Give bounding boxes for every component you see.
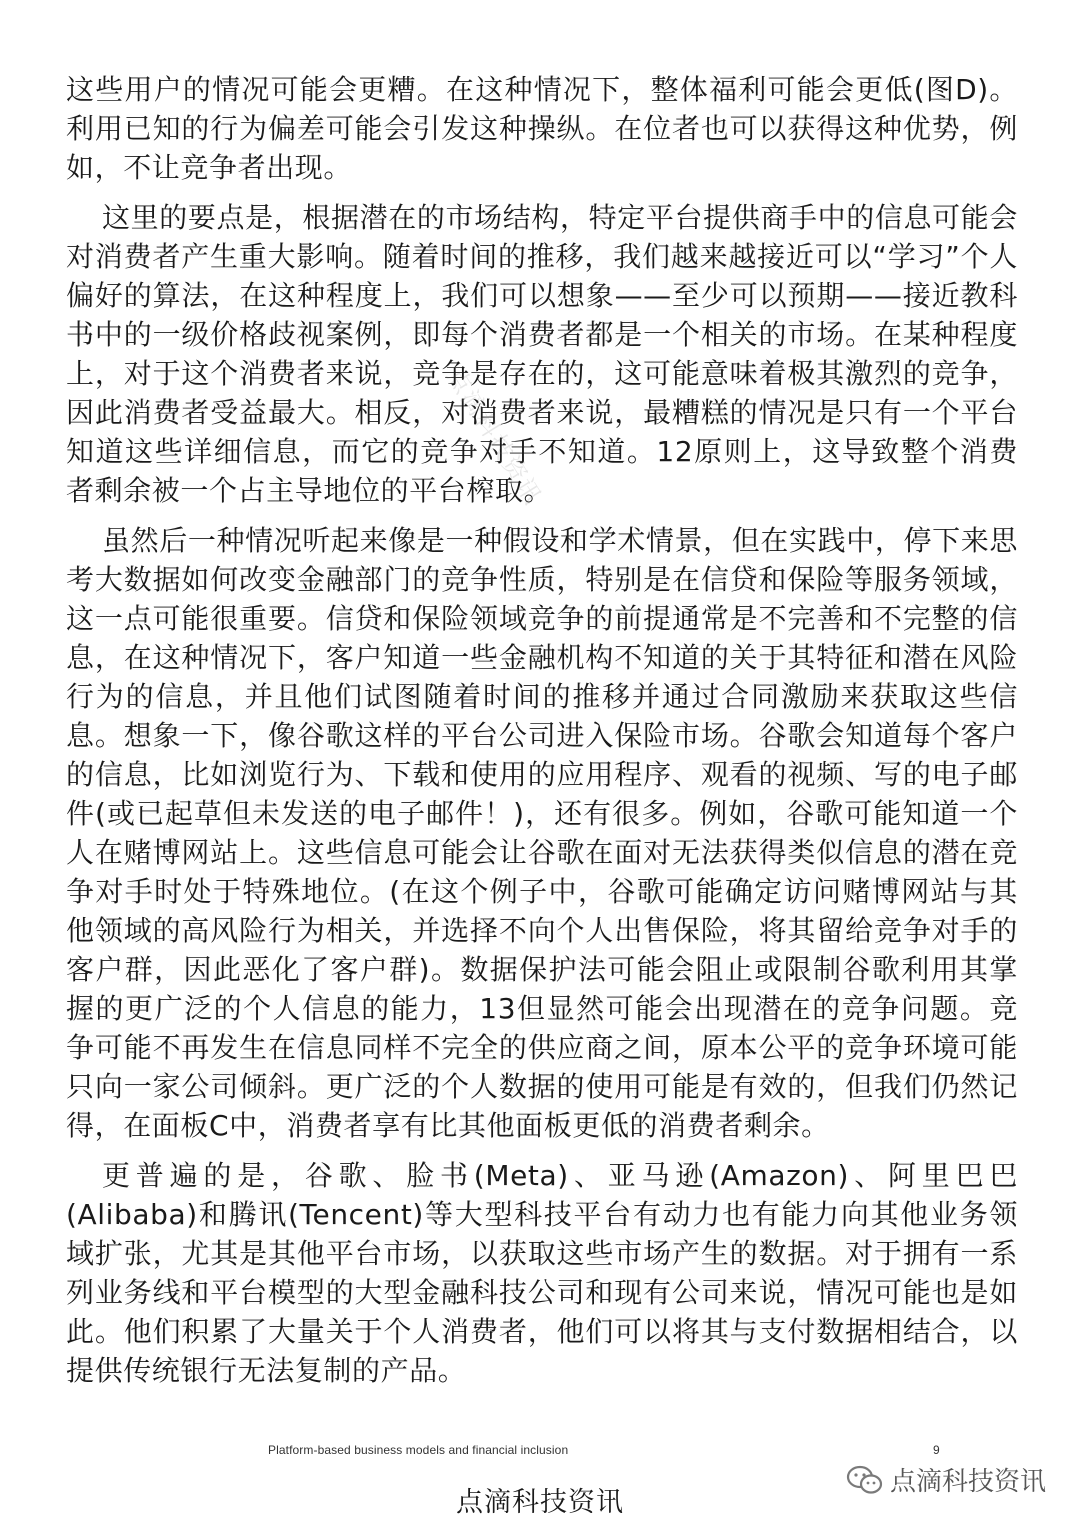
paragraph-1: 这些用户的情况可能会更糟。在这种情况下，整体福利可能会更低(图D)。利用已知的行为偏差可能会引发这种操纵。在位者也可以获得这种优势，例如，不让竞争者出现。 — [66, 73, 1018, 184]
footer-title: Platform-based business models and financial inclusion — [268, 1443, 569, 1457]
document-body — [66, 70, 1018, 1401]
paragraph-4: 更普遍的是，谷歌、脸书(Meta)、亚马逊(Amazon)、阿里巴巴(Alibaba)和腾讯(Tencent)等大型科技平台有动力也有能力向其他业务领域扩张，尤其是其他平台市场，以获取这些市场产生的数据。对于拥有一系列业务线和平台模型的大型金融科技公司和现有公司来说，情况可能也是如此。他们积累了大量关于个人消费者，他们可以将其与支付数据相结合，以提供传统银行无法复制的产品。 — [66, 1159, 1018, 1387]
page-number: 9 — [933, 1443, 940, 1457]
source-name: 点滴科技资讯 — [456, 1487, 624, 1518]
paragraph-2: 这里的要点是，根据潜在的市场结构，特定平台提供商手中的信息可能会对消费者产生重大影响。随着时间的推移，我们越来越接近可以“学习”个人偏好的算法，在这种程度上，我们可以想象——至少可以预期——接近教科书中的一级价格歧视案例，即每个消费者都是一个相关的市场。在某种程度上，对于这个消费者来说，竞争是存在的，这可能意味着极其激烈的竞争，因此消费者受益最大。相反，对消费者来说，最糟糕的情况是只有一个平台知道这些详细信息，而它的竞争对手不知道。12原则上，这导致整个消费者剩余被一个占主导地位的平台榨取。 — [66, 201, 1018, 507]
paragraph-3: 虽然后一种情况听起来像是一种假设和学术情景，但在实践中，停下来思考大数据如何改变金融部门的竞争性质，特别是在信贷和保险等服务领域，这一点可能很重要。信贷和保险领域竞争的前提通常是不完善和不完整的信息，在这种情况下，客户知道一些金融机构不知道的关于其特征和潜在风险行为的信息，并且他们试图随着时间的推移并通过合同激励来获取这些信息。想象一下，像谷歌这样的平台公司进入保险市场。谷歌会知道每个客户的信息，比如浏览行为、下载和使用的应用程序、观看的视频、写的电子邮件(或已起草但未发送的电子邮件！)，还有很多。例如，谷歌可能知道一个人在赌博网站上。这些信息可能会让谷歌在面对无法获得类似信息的潜在竞争对手时处于特殊地位。(在这个例子中，谷歌可能确定访问赌博网站与其他领域的高风险行为相关，并选择不向个人出售保险，将其留给竞争对手的客户群，因此恶化了客户群)。数据保护法可能会阻止或限制谷歌利用其掌握的更广泛的个人信息的能力，13但显然可能会出现潜在的竞争问题。竞争可能不再发生在信息同样不完全的供应商之间，原本公平的竞争环境可能只向一家公司倾斜。更广泛的个人数据的使用可能是有效的，但我们仍然记得，在面板C中，消费者享有比其他面板更低的消费者剩余。 — [66, 524, 1018, 1142]
watermark: 点滴科技资讯 — [441, 363, 548, 511]
wechat-account-name: 点滴科技资讯 — [890, 1467, 1047, 1497]
